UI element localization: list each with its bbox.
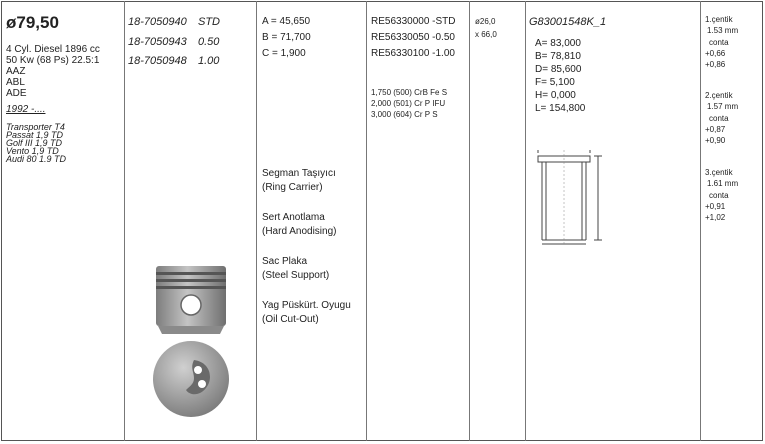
ring-spec: 2,000 (501) Cr P IFU (371, 99, 446, 108)
piston-side-drawing (150, 262, 232, 338)
oversize-value: +0,90 (705, 136, 726, 145)
oversize-value: +1,02 (705, 213, 726, 222)
oversize-thickness: 1.61 mm (707, 179, 739, 188)
oversize-gasket: conta (709, 114, 729, 123)
liner-code: G83001548K_1 (529, 16, 607, 28)
column-divider (470, 1, 526, 441)
vehicle-model: Vento 1,9 TD (6, 146, 59, 156)
feature-label: (Ring Carrier) (262, 182, 323, 193)
ring-set-number: RE56330100 -1.00 (371, 48, 455, 59)
vehicle-model: Golf III 1,9 TD (6, 138, 63, 148)
feature-label: (Hard Anodising) (262, 226, 337, 237)
piston-size: 1.00 (198, 55, 220, 67)
production-year: 1992 -.... (6, 104, 46, 115)
piston-top-drawing (150, 338, 232, 420)
feature-label: Sac Plaka (262, 256, 308, 267)
vehicle-model: Transporter T4 (6, 122, 65, 132)
oversize-step: 2.çentik (705, 91, 733, 100)
ring-set-number: RE56330000 -STD (371, 16, 456, 27)
liner-dimension: L= 154,800 (535, 103, 586, 114)
vehicle-model: Audi 80 1.9 TD (6, 154, 67, 164)
oversize-thickness: 1.53 mm (707, 26, 739, 35)
oversize-step: 3.çentik (705, 168, 733, 177)
feature-label: (Oil Cut-Out) (262, 314, 319, 325)
feature-label: (Steel Support) (262, 270, 330, 281)
feature-label: Yag Püskürt. Oyugu (262, 300, 351, 311)
pin-diameter: ø26,0 (475, 17, 496, 26)
bore-diameter: ø79,50 (6, 13, 59, 32)
engine-spec: 50 Kw (68 Ps) 22.5:1 (6, 55, 100, 66)
oversize-value: +0,87 (705, 125, 726, 134)
oversize-thickness: 1.57 mm (707, 102, 739, 111)
liner-dimension: A= 83,000 (535, 38, 581, 49)
ring-spec: 1,750 (500) CrB Fe S (371, 88, 448, 97)
oversize-step: 1.çentik (705, 15, 733, 24)
column-divider (367, 1, 470, 441)
oversize-gasket: conta (709, 38, 729, 47)
piston-dimension: B = 71,700 (262, 32, 311, 43)
piston-size: 0.50 (198, 36, 220, 48)
liner-dimension: B= 78,810 (535, 51, 581, 62)
engine-code: ABL (6, 77, 25, 88)
engine-code: AAZ (6, 66, 26, 77)
piston-dimension: A = 45,650 (262, 16, 311, 27)
piston-size: STD (198, 16, 220, 28)
piston-part-number: 18-7050948 (128, 55, 187, 67)
feature-label: Sert Anotlama (262, 212, 325, 223)
liner-dimension: F= 5,100 (535, 77, 575, 88)
vehicle-model: Passat 1,9 TD (6, 130, 64, 140)
ring-spec: 3,000 (604) Cr P S (371, 110, 438, 119)
piston-part-number: 18-7050940 (128, 16, 187, 28)
oversize-value: +0,91 (705, 202, 726, 211)
piston-part-number: 18-7050943 (128, 36, 187, 48)
liner-dimension: D= 85,600 (535, 64, 582, 75)
engine-code: ADE (6, 88, 27, 99)
piston-dimension: C = 1,900 (262, 48, 306, 59)
oversize-value: +0,66 (705, 49, 726, 58)
engine-spec: 4 Cyl. Diesel 1896 cc (6, 44, 100, 55)
oversize-gasket: conta (709, 191, 729, 200)
feature-label: Segman Taşıyıcı (262, 168, 336, 179)
liner-dimension: H= 0,000 (535, 90, 576, 101)
pin-length: x 66,0 (475, 30, 497, 39)
ring-set-number: RE56330050 -0.50 (371, 32, 455, 43)
oversize-value: +0,86 (705, 60, 726, 69)
cylinder-liner-drawing (528, 150, 606, 246)
